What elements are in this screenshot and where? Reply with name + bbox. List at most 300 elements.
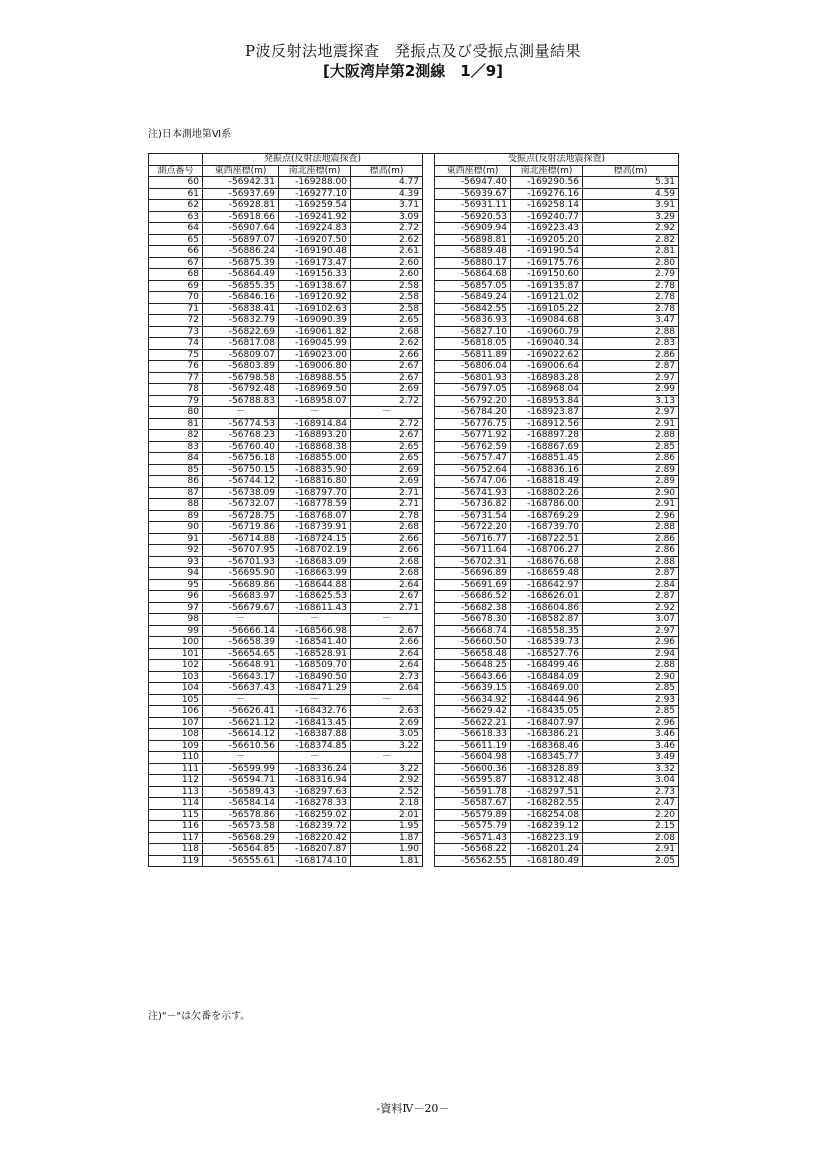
receiver-northing-cell: -168386.21 xyxy=(511,729,583,741)
receiver-northing-cell: -168769.29 xyxy=(511,510,583,522)
source-easting-cell: -56728.75 xyxy=(203,510,279,522)
receiver-northing-cell: -168435.05 xyxy=(511,706,583,718)
table-row xyxy=(149,384,679,396)
column-gap xyxy=(423,154,435,166)
table-row xyxy=(149,200,679,212)
source-northing-cell: -169207.50 xyxy=(279,234,351,246)
table-row xyxy=(149,430,679,442)
source-northing-cell: -169090.39 xyxy=(279,315,351,327)
station-number-cell: 109 xyxy=(149,740,203,752)
receiver-elevation-cell: 2.96 xyxy=(583,637,679,649)
column-gap xyxy=(423,625,435,637)
source-elevation-header: 標高(m) xyxy=(351,165,423,177)
source-northing-cell: -168739.91 xyxy=(279,522,351,534)
station-number-cell: 64 xyxy=(149,223,203,235)
table-row xyxy=(149,280,679,292)
source-easting-cell: -56907.64 xyxy=(203,223,279,235)
column-gap xyxy=(423,809,435,821)
receiver-easting-cell: -56811.89 xyxy=(435,349,511,361)
column-gap xyxy=(423,177,435,189)
station-number-header: 測点番号 xyxy=(149,165,203,177)
column-gap xyxy=(423,752,435,764)
source-northing-cell: -168278.33 xyxy=(279,798,351,810)
table-row xyxy=(149,476,679,488)
receiver-easting-cell: -56648.25 xyxy=(435,660,511,672)
station-number-cell: 72 xyxy=(149,315,203,327)
receiver-elevation-cell: 2.88 xyxy=(583,660,679,672)
station-number-cell: 62 xyxy=(149,200,203,212)
source-northing-cell: -168893.20 xyxy=(279,430,351,442)
source-northing-cell: -169224.83 xyxy=(279,223,351,235)
receiver-northing-cell: -168239.12 xyxy=(511,821,583,833)
receiver-elevation-cell: 2.85 xyxy=(583,706,679,718)
receiver-northing-cell: -169135.87 xyxy=(511,280,583,292)
source-northing-cell: -169173.47 xyxy=(279,257,351,269)
station-number-cell: 70 xyxy=(149,292,203,304)
source-easting-cell: -56599.99 xyxy=(203,763,279,775)
column-gap xyxy=(423,246,435,258)
receiver-northing-cell: -168604.86 xyxy=(511,602,583,614)
source-easting-cell: -56792.48 xyxy=(203,384,279,396)
source-northing-cell: -168541.40 xyxy=(279,637,351,649)
column-gap xyxy=(423,729,435,741)
receiver-elevation-cell: 2.86 xyxy=(583,533,679,545)
column-gap xyxy=(423,338,435,350)
column-gap xyxy=(423,257,435,269)
receiver-elevation-cell: 2.78 xyxy=(583,292,679,304)
receiver-elevation-cell: 2.88 xyxy=(583,556,679,568)
source-elevation-cell: 2.67 xyxy=(351,372,423,384)
source-elevation-cell: 1.81 xyxy=(351,855,423,867)
table-row xyxy=(149,832,679,844)
receiver-easting-cell: -56776.75 xyxy=(435,418,511,430)
source-easting-cell: -56918.66 xyxy=(203,211,279,223)
column-gap xyxy=(423,510,435,522)
source-elevation-cell: 3.22 xyxy=(351,740,423,752)
station-number-cell: 101 xyxy=(149,648,203,660)
receiver-northing-cell: -168328.89 xyxy=(511,763,583,775)
source-northing-cell: -168625.53 xyxy=(279,591,351,603)
source-easting-cell: -56589.43 xyxy=(203,786,279,798)
source-easting-cell: -56832.79 xyxy=(203,315,279,327)
receiver-elevation-cell: 2.91 xyxy=(583,418,679,430)
column-gap xyxy=(423,568,435,580)
table-row xyxy=(149,522,679,534)
source-elevation-cell: 2.67 xyxy=(351,361,423,373)
receiver-elevation-cell: 2.73 xyxy=(583,786,679,798)
receiver-easting-cell: -56668.74 xyxy=(435,625,511,637)
station-number-cell: 77 xyxy=(149,372,203,384)
column-gap xyxy=(423,855,435,867)
receiver-easting-cell: -56562.55 xyxy=(435,855,511,867)
receiver-northing-cell: -168626.01 xyxy=(511,591,583,603)
receiver-easting-cell: -56604.98 xyxy=(435,752,511,764)
column-gap xyxy=(423,522,435,534)
receiver-elevation-cell: 2.87 xyxy=(583,361,679,373)
source-easting-cell: -56626.41 xyxy=(203,706,279,718)
page-number: -資料Ⅳ－20－ xyxy=(376,1102,450,1115)
source-easting-cell: － xyxy=(203,614,279,626)
source-northing-cell: -168374.85 xyxy=(279,740,351,752)
receiver-northing-cell: -168953.84 xyxy=(511,395,583,407)
source-elevation-cell: 2.66 xyxy=(351,545,423,557)
table-row xyxy=(149,648,679,660)
table-row xyxy=(149,752,679,764)
column-gap xyxy=(423,476,435,488)
source-elevation-cell: 2.58 xyxy=(351,303,423,315)
table-row xyxy=(149,821,679,833)
receiver-easting-cell: -56587.67 xyxy=(435,798,511,810)
station-number-cell: 76 xyxy=(149,361,203,373)
coordinate-system-note: 注)日本測地第Ⅵ系 xyxy=(148,129,232,140)
station-number-cell: 75 xyxy=(149,349,203,361)
table-row xyxy=(149,246,679,258)
source-northing-cell: -169102.63 xyxy=(279,303,351,315)
column-gap xyxy=(423,464,435,476)
receiver-elevation-cell: 2.89 xyxy=(583,464,679,476)
source-northing-cell: -168239.72 xyxy=(279,821,351,833)
receiver-elevation-cell: 2.78 xyxy=(583,280,679,292)
receiver-elevation-cell: 2.87 xyxy=(583,568,679,580)
source-elevation-cell: 2.60 xyxy=(351,269,423,281)
station-number-cell: 97 xyxy=(149,602,203,614)
source-easting-cell: -56875.39 xyxy=(203,257,279,269)
station-number-cell: 117 xyxy=(149,832,203,844)
receiver-northing-cell: -169190.54 xyxy=(511,246,583,258)
receiver-northing-cell: -169006.64 xyxy=(511,361,583,373)
source-northing-cell: － xyxy=(279,407,351,419)
source-elevation-cell: 2.67 xyxy=(351,430,423,442)
receiver-northing-cell: -168539.73 xyxy=(511,637,583,649)
station-number-cell: 73 xyxy=(149,326,203,338)
table-row xyxy=(149,660,679,672)
source-northing-cell: -169023.00 xyxy=(279,349,351,361)
receiver-northing-cell: -168722.51 xyxy=(511,533,583,545)
receiver-elevation-cell: 3.13 xyxy=(583,395,679,407)
column-gap xyxy=(423,453,435,465)
station-number-cell: 67 xyxy=(149,257,203,269)
receiver-elevation-cell: 2.86 xyxy=(583,453,679,465)
source-northing-cell: -169006.80 xyxy=(279,361,351,373)
column-gap xyxy=(423,292,435,304)
source-elevation-cell: 2.66 xyxy=(351,637,423,649)
source-northing-cell: -168855.00 xyxy=(279,453,351,465)
station-number-cell: 81 xyxy=(149,418,203,430)
table-row xyxy=(149,706,679,718)
receiver-elevation-cell: 2.85 xyxy=(583,683,679,695)
source-easting-cell: -56658.39 xyxy=(203,637,279,649)
column-gap xyxy=(423,832,435,844)
receiver-northing-cell: -169084.68 xyxy=(511,315,583,327)
column-gap xyxy=(423,637,435,649)
table-row xyxy=(149,453,679,465)
source-elevation-cell: 1.95 xyxy=(351,821,423,833)
source-elevation-cell: 1.90 xyxy=(351,844,423,856)
receiver-northing-cell: -168484.09 xyxy=(511,671,583,683)
table-row xyxy=(149,407,679,419)
receiver-elevation-cell: 2.79 xyxy=(583,269,679,281)
column-gap xyxy=(423,361,435,373)
station-number-cell: 114 xyxy=(149,798,203,810)
receiver-northing-cell: -168836.16 xyxy=(511,464,583,476)
receiver-elevation-cell: 2.91 xyxy=(583,499,679,511)
station-number-cell: 83 xyxy=(149,441,203,453)
receiver-northing-cell: -168180.49 xyxy=(511,855,583,867)
receiver-northing-cell: -168642.97 xyxy=(511,579,583,591)
source-northing-cell: -169190.48 xyxy=(279,246,351,258)
source-northing-header: 南北座標(m) xyxy=(279,165,351,177)
column-gap xyxy=(423,280,435,292)
source-easting-cell: -56738.09 xyxy=(203,487,279,499)
receiver-easting-cell: -56836.93 xyxy=(435,315,511,327)
receiver-elevation-cell: 2.80 xyxy=(583,257,679,269)
source-northing-cell: -168969.50 xyxy=(279,384,351,396)
source-easting-cell: － xyxy=(203,407,279,419)
source-elevation-cell: 4.77 xyxy=(351,177,423,189)
source-easting-cell: -56679.67 xyxy=(203,602,279,614)
receiver-elevation-cell: 2.15 xyxy=(583,821,679,833)
receiver-elevation-cell: 2.88 xyxy=(583,430,679,442)
source-elevation-cell: 2.71 xyxy=(351,487,423,499)
column-gap xyxy=(423,395,435,407)
receiver-northing-cell: -169175.76 xyxy=(511,257,583,269)
column-gap xyxy=(423,775,435,787)
station-number-cell: 89 xyxy=(149,510,203,522)
column-gap xyxy=(423,418,435,430)
source-elevation-cell: 2.65 xyxy=(351,453,423,465)
table-row xyxy=(149,855,679,867)
column-gap xyxy=(423,211,435,223)
table-row xyxy=(149,303,679,315)
source-northing-cell: － xyxy=(279,752,351,764)
receiver-northing-cell: -169105.22 xyxy=(511,303,583,315)
group-header-row xyxy=(149,154,679,166)
table-row xyxy=(149,694,679,706)
source-elevation-cell: 2.68 xyxy=(351,522,423,534)
table-row xyxy=(149,487,679,499)
receiver-easting-cell: -56568.22 xyxy=(435,844,511,856)
source-elevation-cell: 2.58 xyxy=(351,292,423,304)
column-gap xyxy=(423,430,435,442)
table-row xyxy=(149,326,679,338)
table-row xyxy=(149,637,679,649)
receiver-northing-cell: -169150.60 xyxy=(511,269,583,281)
receiver-northing-cell: -169240.77 xyxy=(511,211,583,223)
receiver-easting-cell: -56931.11 xyxy=(435,200,511,212)
source-northing-cell: -169061.82 xyxy=(279,326,351,338)
receiver-elevation-cell: 2.86 xyxy=(583,545,679,557)
table-row xyxy=(149,740,679,752)
column-gap xyxy=(423,740,435,752)
receiver-elevation-cell: 2.81 xyxy=(583,246,679,258)
table-row xyxy=(149,729,679,741)
source-northing-cell: -169288.00 xyxy=(279,177,351,189)
column-gap xyxy=(423,165,435,177)
station-number-cell: 107 xyxy=(149,717,203,729)
table-row xyxy=(149,177,679,189)
station-number-cell: 111 xyxy=(149,763,203,775)
table-row xyxy=(149,579,679,591)
source-northing-cell: -168174.10 xyxy=(279,855,351,867)
receiver-elevation-cell: 2.97 xyxy=(583,625,679,637)
station-number-cell: 60 xyxy=(149,177,203,189)
source-easting-cell: － xyxy=(203,752,279,764)
source-northing-cell: -168778.59 xyxy=(279,499,351,511)
station-number-cell: 108 xyxy=(149,729,203,741)
table-row xyxy=(149,315,679,327)
column-gap xyxy=(423,717,435,729)
table-row xyxy=(149,763,679,775)
station-number-cell: 119 xyxy=(149,855,203,867)
table-row xyxy=(149,556,679,568)
document-title: P波反射法地震探査 発振点及び受振点測量結果 xyxy=(244,42,582,60)
source-northing-cell: -168797.70 xyxy=(279,487,351,499)
station-number-cell: 106 xyxy=(149,706,203,718)
station-number-cell: 104 xyxy=(149,683,203,695)
column-gap xyxy=(423,683,435,695)
source-easting-cell: -56846.16 xyxy=(203,292,279,304)
receiver-elevation-cell: 2.88 xyxy=(583,522,679,534)
source-easting-cell: -56864.49 xyxy=(203,269,279,281)
receiver-elevation-cell: 2.83 xyxy=(583,338,679,350)
receiver-elevation-cell: 2.78 xyxy=(583,303,679,315)
source-elevation-cell: 3.71 xyxy=(351,200,423,212)
source-northing-cell: -168702.19 xyxy=(279,545,351,557)
receiver-elevation-cell: 2.84 xyxy=(583,579,679,591)
column-gap xyxy=(423,533,435,545)
source-northing-cell: -168868.38 xyxy=(279,441,351,453)
receiver-easting-cell: -56864.68 xyxy=(435,269,511,281)
table-row xyxy=(149,844,679,856)
source-northing-cell: － xyxy=(279,614,351,626)
source-elevation-cell: 2.65 xyxy=(351,315,423,327)
table-row xyxy=(149,671,679,683)
source-easting-cell: -56683.97 xyxy=(203,591,279,603)
table-row xyxy=(149,223,679,235)
source-northing-cell: -168816.80 xyxy=(279,476,351,488)
source-easting-cell: -56610.56 xyxy=(203,740,279,752)
receiver-easting-cell: -56747.06 xyxy=(435,476,511,488)
source-easting-cell: -56732.07 xyxy=(203,499,279,511)
station-number-cell: 65 xyxy=(149,234,203,246)
source-northing-cell: -168958.07 xyxy=(279,395,351,407)
receiver-northing-cell: -168739.70 xyxy=(511,522,583,534)
table-row xyxy=(149,292,679,304)
source-elevation-cell: 2.65 xyxy=(351,441,423,453)
table-row xyxy=(149,234,679,246)
receiver-northing-cell: -169121.02 xyxy=(511,292,583,304)
receiver-easting-cell: -56579.89 xyxy=(435,809,511,821)
source-elevation-cell: 2.67 xyxy=(351,591,423,603)
source-northing-cell: -169045.99 xyxy=(279,338,351,350)
receiver-easting-cell: -56801.93 xyxy=(435,372,511,384)
receiver-easting-cell: -56634.92 xyxy=(435,694,511,706)
receiver-northing-cell: -168254.08 xyxy=(511,809,583,821)
receiver-easting-cell: -56849.24 xyxy=(435,292,511,304)
source-northing-cell: -168471.29 xyxy=(279,683,351,695)
source-elevation-cell: 2.72 xyxy=(351,223,423,235)
table-row xyxy=(149,269,679,281)
station-number-cell: 93 xyxy=(149,556,203,568)
source-elevation-cell: 2.01 xyxy=(351,809,423,821)
source-point-group-header: 発振点(反射法地震探査) xyxy=(203,154,423,166)
source-easting-cell: -56573.58 xyxy=(203,821,279,833)
station-number-cell: 116 xyxy=(149,821,203,833)
source-easting-cell: -56654.65 xyxy=(203,648,279,660)
table-row xyxy=(149,441,679,453)
source-easting-cell: -56788.83 xyxy=(203,395,279,407)
receiver-northing-cell: -169022.62 xyxy=(511,349,583,361)
column-gap xyxy=(423,556,435,568)
source-easting-cell: -56744.12 xyxy=(203,476,279,488)
source-northing-cell: -168220.42 xyxy=(279,832,351,844)
column-gap xyxy=(423,579,435,591)
receiver-northing-cell: -168818.49 xyxy=(511,476,583,488)
receiver-easting-cell: -56571.43 xyxy=(435,832,511,844)
source-easting-cell: -56928.81 xyxy=(203,200,279,212)
receiver-elevation-cell: 2.89 xyxy=(583,476,679,488)
source-easting-cell: -56621.12 xyxy=(203,717,279,729)
receiver-easting-cell: -56595.87 xyxy=(435,775,511,787)
table-row xyxy=(149,188,679,200)
column-gap xyxy=(423,384,435,396)
receiver-northing-cell: -168897.28 xyxy=(511,430,583,442)
source-elevation-cell: 2.71 xyxy=(351,499,423,511)
table-row xyxy=(149,809,679,821)
table-row xyxy=(149,533,679,545)
receiver-elevation-cell: 3.32 xyxy=(583,763,679,775)
source-northing-cell: -168663.99 xyxy=(279,568,351,580)
source-northing-cell: -168914.84 xyxy=(279,418,351,430)
source-northing-cell: -168316.94 xyxy=(279,775,351,787)
receiver-northing-cell: -168223.19 xyxy=(511,832,583,844)
table-row xyxy=(149,786,679,798)
source-elevation-cell: － xyxy=(351,407,423,419)
receiver-elevation-cell: 3.91 xyxy=(583,200,679,212)
receiver-northing-cell: -168867.69 xyxy=(511,441,583,453)
receiver-easting-cell: -56600.36 xyxy=(435,763,511,775)
group-header-blank xyxy=(149,154,203,166)
source-elevation-cell: 3.05 xyxy=(351,729,423,741)
table-row xyxy=(149,395,679,407)
station-number-cell: 87 xyxy=(149,487,203,499)
source-northing-cell: － xyxy=(279,694,351,706)
receiver-elevation-cell: 3.29 xyxy=(583,211,679,223)
column-gap xyxy=(423,372,435,384)
station-number-cell: 99 xyxy=(149,625,203,637)
station-number-cell: 74 xyxy=(149,338,203,350)
source-easting-cell: -56803.89 xyxy=(203,361,279,373)
receiver-easting-cell: -56678.30 xyxy=(435,614,511,626)
receiver-easting-cell: -56658.48 xyxy=(435,648,511,660)
receiver-elevation-cell: 2.90 xyxy=(583,671,679,683)
receiver-easting-cell: -56784.20 xyxy=(435,407,511,419)
source-elevation-cell: 2.68 xyxy=(351,556,423,568)
station-number-cell: 98 xyxy=(149,614,203,626)
source-elevation-cell: － xyxy=(351,614,423,626)
receiver-northing-cell: -168912.56 xyxy=(511,418,583,430)
station-number-cell: 63 xyxy=(149,211,203,223)
receiver-easting-cell: -56736.82 xyxy=(435,499,511,511)
receiver-northing-cell: -168706.27 xyxy=(511,545,583,557)
source-easting-cell: -56648.91 xyxy=(203,660,279,672)
source-northing-cell: -168835.90 xyxy=(279,464,351,476)
table-row xyxy=(149,798,679,810)
receiver-elevation-cell: 3.04 xyxy=(583,775,679,787)
column-gap xyxy=(423,694,435,706)
source-easting-cell: -56689.86 xyxy=(203,579,279,591)
source-northing-cell: -169120.92 xyxy=(279,292,351,304)
